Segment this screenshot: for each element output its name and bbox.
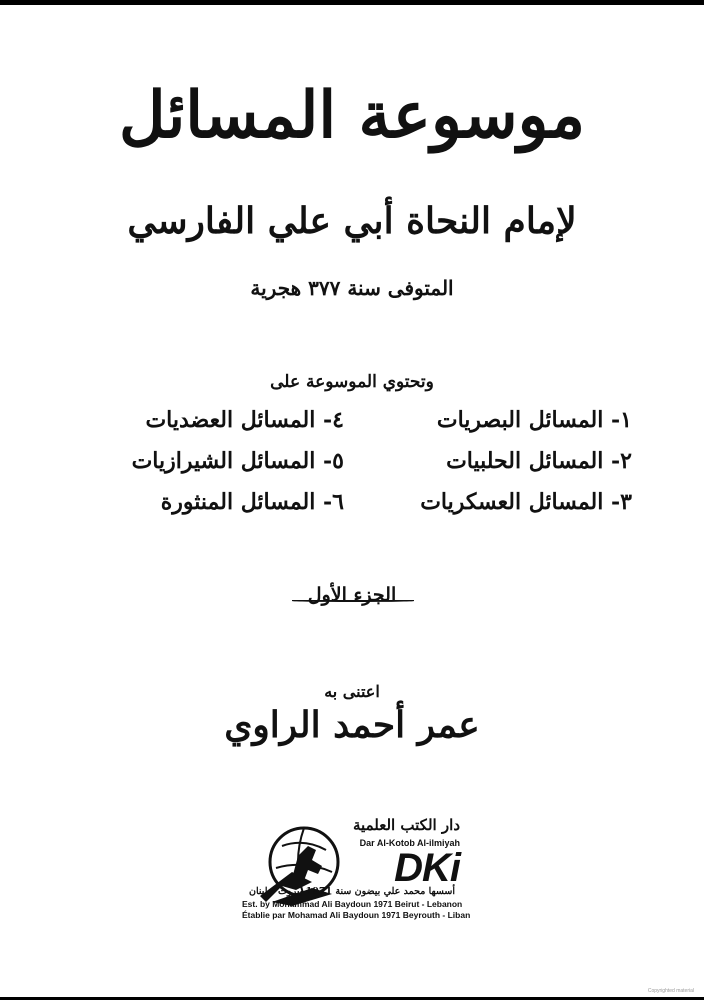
death-note: المتوفى سنة ٣٧٧ هجرية [250,276,454,300]
globe-horse-emblem-icon [252,816,348,912]
established-french: Établie par Mohamad Ali Baydoun 1971 Beyrouth - Liban [242,910,471,920]
sections-list-left [84,400,344,523]
section-item: ٥- المسائل الشيرازيات [131,448,344,474]
section-item: ٣- المسائل العسكريات [420,489,632,515]
volume-label: الجزء الأول [307,584,397,606]
editor-name: عمر أحمد الراوي [224,704,480,746]
volume-underline [292,600,414,602]
publisher-logo-text: DKi [394,846,460,890]
edited-by-label: اعتنى به [324,682,380,701]
publisher-name-arabic: دار الكتب العلمية [353,816,460,834]
book-subtitle: لإمام النحاة أبي علي الفارسي [127,200,577,242]
established-arabic: أسسها محمد علي بيضون سنة 1971 بيروت - لبنان [249,886,455,897]
section-item: ١- المسائل البصريات [436,407,632,433]
contains-label: وتحتوي الموسوعة على [270,372,434,392]
publisher-name-english: Dar Al-Kotob Al-ilmiyah [359,838,460,848]
section-item: ٢- المسائل الحلبيات [446,448,632,474]
book-title: موسوعة المسائل [119,78,585,153]
copyright-note: Copyrighted material [647,988,694,994]
established-english: Est. by Mohammad Ali Baydoun 1971 Beirut - Lebanon [242,899,463,909]
section-item: ٤- المسائل العضديات [145,407,344,433]
top-border [0,0,704,5]
sections-list-right [372,400,632,523]
section-item: ٦- المسائل المنثورة [160,489,344,515]
